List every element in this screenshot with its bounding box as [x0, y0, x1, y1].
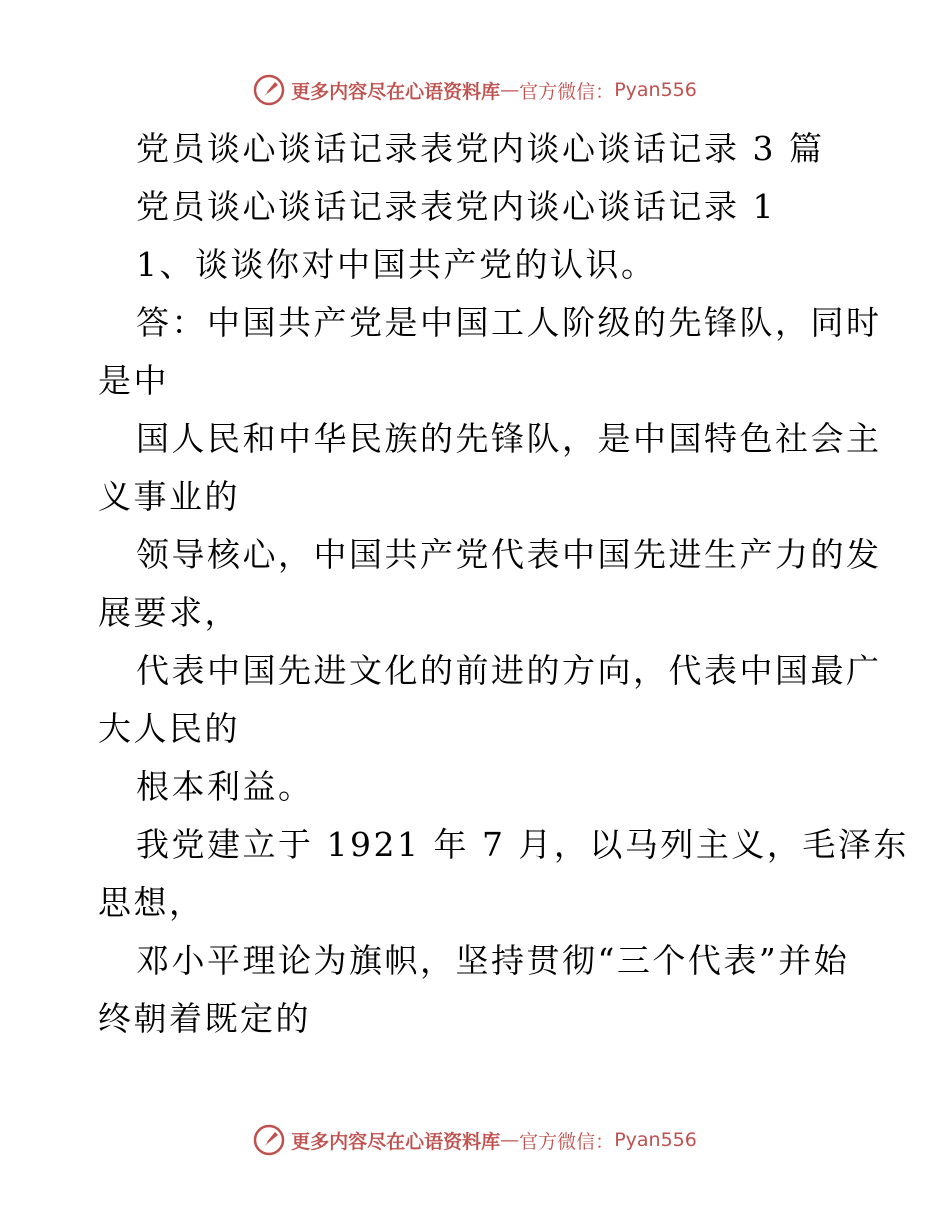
paragraph-line: 义事业的: [98, 477, 240, 516]
banner-wechat-label: 官方微信：: [519, 1130, 615, 1153]
banner-wechat-id: Pyan556: [614, 79, 697, 101]
banner-separator: —: [500, 79, 520, 101]
paragraph-line: 终朝着既定的: [98, 999, 311, 1038]
paragraph-line: 答：中国共产党是中国工人阶级的先锋队，同时: [136, 303, 882, 342]
paragraph-line: 代表中国先进文化的前进的方向，代表中国最广: [136, 651, 882, 690]
paragraph-line: 领导核心，中国共产党代表中国先进生产力的发: [136, 535, 882, 574]
paragraph-line: 邓小平理论为旗帜，坚持贯彻“三个代表”并始: [136, 941, 850, 980]
question-1: 1、谈谈你对中国共产党的认识。: [136, 245, 657, 284]
banner-separator: —: [500, 1129, 520, 1151]
document-body: [98, 120, 909, 1048]
paragraph-line: 思想，: [98, 883, 205, 922]
paragraph-line: 大人民的: [98, 709, 240, 748]
paragraph-line: 展要求，: [98, 593, 240, 632]
footer-banner: [0, 1120, 950, 1160]
banner-wechat-id: Pyan556: [614, 1129, 697, 1151]
paragraph-line: 是中: [98, 361, 169, 400]
paragraph-line: 根本利益。: [136, 767, 314, 806]
banner-wechat-label: 官方微信：: [519, 80, 615, 103]
banner-brand-text: 更多内容尽在心语资料库: [291, 1130, 501, 1153]
paragraph-line: 我党建立于 1921 年 7 月，以马列主义，毛泽东: [136, 825, 909, 864]
banner-brand-text: 更多内容尽在心语资料库: [291, 80, 501, 103]
section-heading: 党员谈心谈话记录表党内谈心谈话记录 1: [136, 187, 776, 226]
header-banner: [0, 70, 950, 110]
document-title: 党员谈心谈话记录表党内谈心谈话记录 3 篇: [136, 129, 825, 168]
paragraph-line: 国人民和中华民族的先锋队，是中国特色社会主: [136, 419, 882, 458]
feather-pen-logo-icon: [253, 1124, 285, 1156]
feather-pen-logo-icon: [253, 74, 285, 106]
